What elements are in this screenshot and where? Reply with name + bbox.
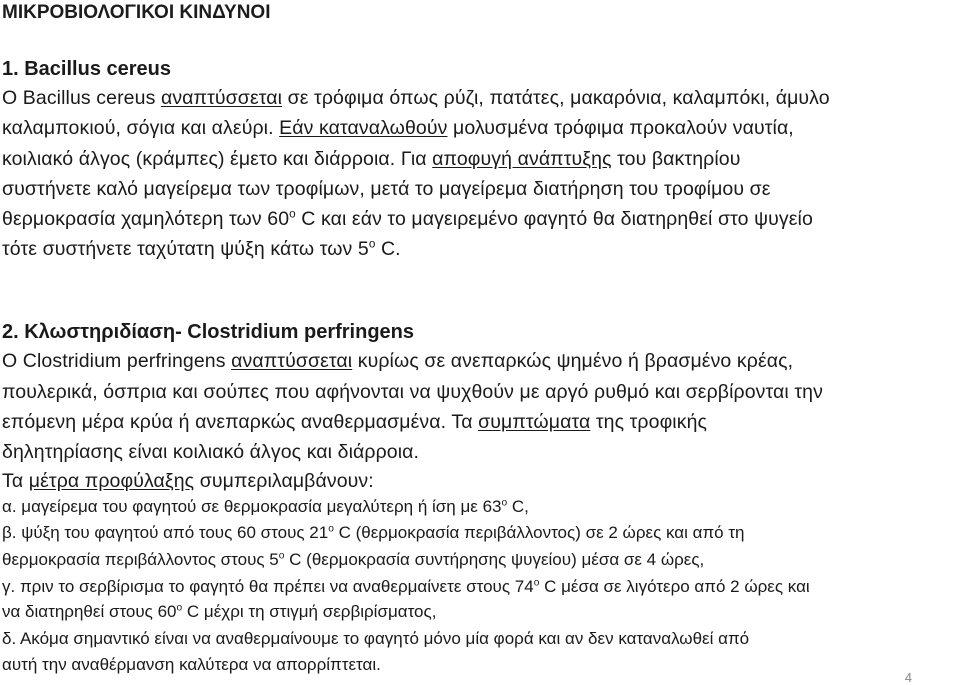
degree-sup: ο [501, 497, 508, 509]
text: κυρίως σε ανεπαρκώς ψημένο ή βρασμένο κρέας, [352, 350, 794, 372]
s2-line-2: πουλερικά, όσπρια και σούπες που αφήνονται να ψυχθούν με αργό ρυθμό και σερβίρονται την [2, 381, 823, 403]
text: καλαμποκιού, σόγια και αλεύρι. [2, 117, 280, 139]
page-number: 4 [904, 670, 912, 685]
s2-line-4: δηλητηρίασης είναι κοιλιακό άλγος και διάρροια. [2, 441, 420, 463]
underlined-term: αναπτύσσεται [231, 350, 353, 372]
text: θερμοκρασία περιβάλλοντος στους 5 [2, 550, 279, 569]
section-1-heading: 1. Bacillus cereus [2, 58, 171, 80]
underlined-term: συμπτώματα [478, 411, 591, 433]
text: C (θερμοκρασία περιβάλλοντος) σε 2 ώρες και από τη [333, 523, 745, 542]
text: α. μαγείρεμα του φαγητού σε θερμοκρασία μεγαλύτερη ή ίση με 63 [2, 497, 502, 516]
s1-line-3 [2, 148, 741, 171]
list-item-d-line-2: αυτή την αναθέρμανση καλύτερα να απορρίπτεται. [2, 655, 381, 674]
text: τότε συστήνετε ταχύτατη ψύξη κάτω των 5 [2, 238, 369, 260]
text: γ. πριν το σερβίρισμα το φαγητό θα πρέπει να αναθερμαίνετε στους 74 [2, 577, 534, 596]
list-item-b-line-1 [2, 523, 745, 543]
degree-sup: ο [176, 602, 183, 614]
text: μολυσμένα τρόφιμα προκαλούν ναυτία, [447, 117, 794, 139]
text: C. [375, 238, 401, 260]
text: σε τρόφιμα όπως ρύζι, πατάτες, μακαρόνια, καλαμπόκι, άμυλο [282, 87, 830, 109]
text: C (θερμοκρασία συντήρησης ψυγείου) μέσα σε 4 ώρες, [284, 550, 705, 569]
degree-sup: ο [533, 577, 540, 589]
underlined-term: Εάν καταναλωθούν [279, 117, 448, 139]
underlined-term: μέτρα προφύλαξης [28, 470, 195, 492]
s2-line-5 [2, 470, 374, 493]
page-title: ΜΙΚΡΟΒΙΟΛΟΓΙΚΟΙ ΚΙΝΔΥΝΟΙ [2, 2, 271, 23]
s1-line-4: συστήνετε καλό μαγείρεμα των τροφίμων, μετά το μαγείρεμα διατήρηση του τροφίμου σε [2, 178, 771, 200]
text: της τροφικής [590, 411, 708, 433]
text: β. ψύξη του φαγητού από τους 60 στους 21 [2, 523, 329, 542]
text: Ο Bacillus cereus [2, 87, 161, 109]
list-item-b-line-2 [2, 550, 704, 570]
s2-line-3 [2, 411, 707, 434]
list-item-d-line-1: δ. Ακόμα σημαντικό είναι να αναθερμαίνουμε το φαγητό μόνο μία φορά και αν δεν καταναλωθεί από [2, 629, 750, 648]
s1-line-5 [2, 208, 813, 231]
text: θερμοκρασία χαμηλότερη των 60 [2, 208, 290, 230]
text: επόμενη μέρα κρύα ή ανεπαρκώς αναθερμασμένα. Τα [2, 411, 479, 433]
text: να διατηρηθεί στους 60 [2, 602, 177, 621]
text: Τα [2, 470, 29, 492]
list-item-a [2, 497, 529, 517]
text: C μέσα σε λιγότερο από 2 ώρες και [539, 577, 810, 596]
s2-line-1 [2, 350, 793, 373]
text: συμπεριλαμβάνουν: [194, 470, 374, 492]
s1-line-1 [2, 87, 830, 110]
degree-sup: ο [278, 550, 285, 562]
text: κοιλιακό άλγος (κράμπες) έμετο και διάρροια. Για [2, 148, 433, 170]
text: C και εάν το μαγειρεμένο φαγητό θα διατηρηθεί στο ψυγείο [295, 208, 813, 230]
underlined-term: αποφυγή ανάπτυξης [432, 148, 612, 170]
s1-line-2 [2, 117, 794, 140]
text: του βακτηρίου [611, 148, 741, 170]
section-2-heading: 2. Κλωστηριδίαση- Clostridium perfringens [2, 321, 414, 343]
list-item-c-line-2 [2, 602, 436, 622]
degree-sup: ο [328, 523, 334, 535]
text: C μέχρι τη στιγμή σερβιρίσματος, [182, 602, 437, 621]
list-item-c-line-1 [2, 577, 810, 597]
underlined-term: αναπτύσσεται [160, 87, 283, 109]
degree-sup: ο [368, 237, 376, 251]
degree-sup: ο [289, 207, 296, 221]
text: C, [507, 497, 529, 516]
s1-line-6 [2, 238, 401, 261]
text: Ο Clostridium perfringens [2, 350, 232, 372]
